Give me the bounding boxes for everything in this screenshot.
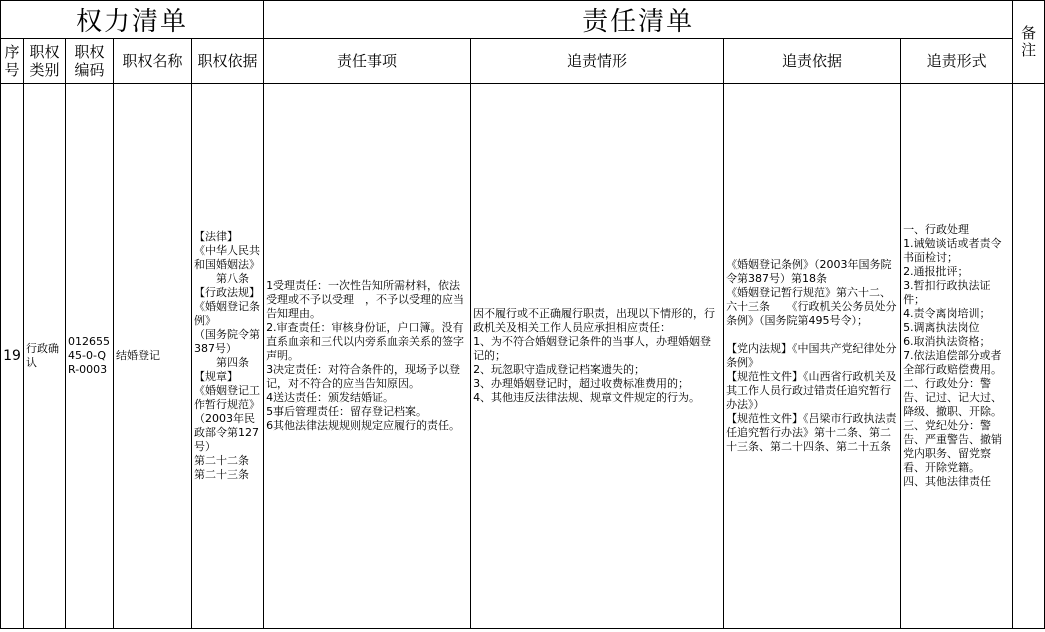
row-items: 1受理责任：一次性告知所需材料，依法受理或不予以受理 ，不予以受理的应当告知理由。 2.审查责任：审核身份证，户口簿。没有直系血亲和三代以内旁系血亲关系的签字声明。 3决定责任：对符合条件的，现场予以登记，对不符合的应当告知原因。 4送达责任：颁发结婚证。 5事后管理责任：留存登记档案。 6其他法律法规规则规定应履行的责任。: [264, 84, 471, 629]
table-row: [1, 84, 1045, 629]
category-header: 职权类别: [24, 39, 66, 84]
seq-header: 序号: [1, 39, 24, 84]
name-header: 职权名称: [114, 39, 192, 84]
grounds-header: 追责依据: [724, 39, 901, 84]
row-situations: 因不履行或不正确履行职责，出现以下情形的，行政机关及相关工作人员应承担相应责任： 1、为不符合婚姻登记条件的当事人，办理婚姻登记的； 2、玩忽职守造成登记档案遗失的； 3、办理婚姻登记时，超过收费标准费用的； 4、其他违反法律法规、规章文件规定的行为。: [471, 84, 724, 629]
forms-header: 追责形式: [901, 39, 1013, 84]
row-category: 行政确认: [24, 84, 66, 629]
responsibility-list-title: 责任清单: [264, 1, 1013, 39]
items-header: 责任事项: [264, 39, 471, 84]
row-name: 结婚登记: [114, 84, 192, 629]
row-remark: [1013, 84, 1045, 629]
row-code: 01265545-0-QR-0003: [66, 84, 114, 629]
row-forms: 一、行政处理 1.诫勉谈话或者责令书面检讨； 2.通报批评； 3.暂扣行政执法证件； 4.责令离岗培训； 5.调离执法岗位 6.取消执法资格； 7.依法追偿部分或者全部行政赔偿费用。 二、行政处分：警告、记过、记大过、降级、撤职、开除。 三、党纪处分：警告、严重警告、撤销党内职务、留党察看、开除党籍。 四、其他法律责任: [901, 84, 1013, 629]
code-header: 职权编码: [66, 39, 114, 84]
remark-header: 备注: [1013, 1, 1045, 84]
row-grounds: 《婚姻登记条例》（2003年国务院令第387号）第18条 《婚姻登记暂行规范》第六十二、六十三条 《行政机关公务员处分条例》（国务院第495号令）； 【党内法规】《中国共产党纪律处分条例》 【规范性文件】《山西省行政机关及其工作人员行政过错责任追究暂行办法》） 【规范性文件】《吕梁市行政执法责任追究暂行办法》第十二条、第二十三条、第二十四条、第二十五条: [724, 84, 901, 629]
row-basis: 【法律】 《中华人民共和国婚姻法》 第八条 【行政法规】 《婚姻登记条例》 （国务院令第387号） 第四条 【规章】 《婚姻登记工作暂行规范》（2003年民政部令第127号） 第二十二条 第二十三条: [192, 84, 264, 629]
row-seq: 19: [1, 84, 24, 629]
situations-header: 追责情形: [471, 39, 724, 84]
basis-header: 职权依据: [192, 39, 264, 84]
power-list-title: 权力清单: [1, 1, 264, 39]
